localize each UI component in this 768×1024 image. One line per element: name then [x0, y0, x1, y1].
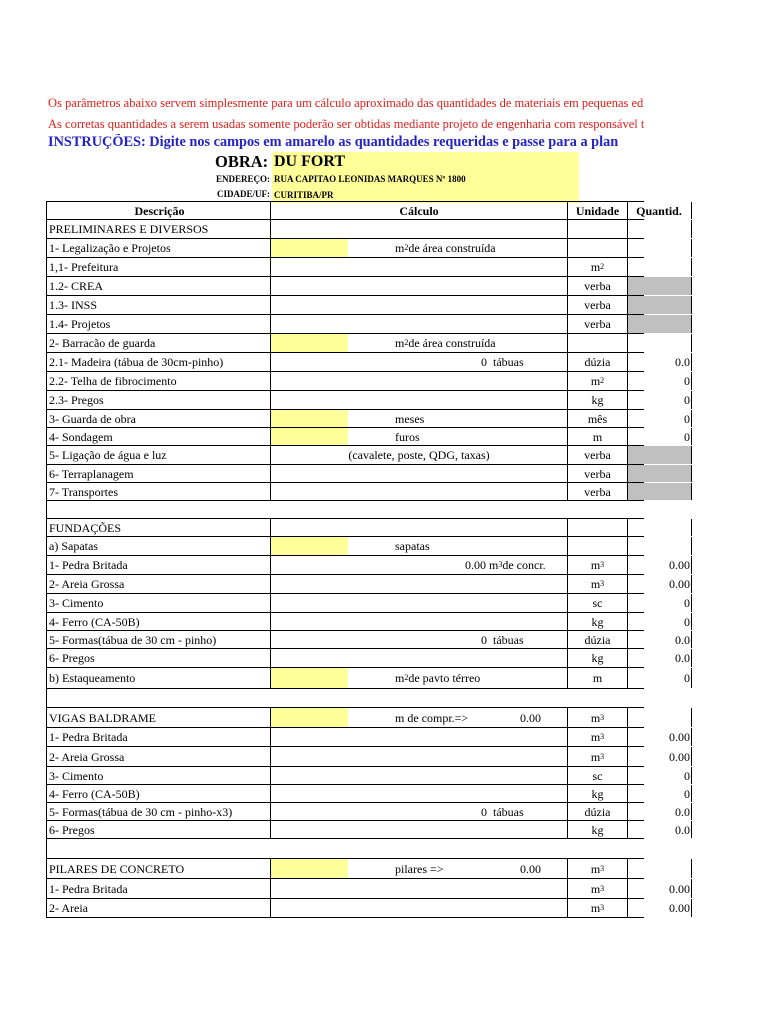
header-calculo: Cálculo	[270, 202, 567, 219]
row-quantity: 0	[627, 594, 692, 612]
row-description: 7- Transportes	[46, 483, 270, 500]
estaqueamento-input[interactable]	[271, 668, 348, 688]
table-row	[46, 518, 644, 536]
table-row: b) Estaqueamento m 2 de pavto térreo m 0	[46, 667, 644, 689]
qty-cell-gray	[627, 277, 692, 295]
qty-cell-gray	[627, 315, 692, 333]
row-unit: m 2	[567, 258, 627, 276]
row-description: 2- Areia Grossa	[46, 747, 270, 766]
row-description: 1- Pedra Britada	[46, 728, 270, 746]
table-row	[46, 593, 690, 612]
table-row: 1- Legalização e Projetos m 2 de área construída	[46, 238, 644, 257]
row-unit: m 3	[567, 575, 627, 593]
row-quantity: 0	[627, 372, 692, 390]
row-description: 4- Sondagem	[46, 428, 270, 445]
table-row: 2- Barracão de guarda m 2 de área construída	[46, 333, 644, 352]
row-calc: (cavalete, poste, QDG, taxas)	[270, 446, 567, 464]
row-unit: verba	[567, 277, 627, 295]
table-row	[46, 257, 644, 276]
row-quantity: 0	[627, 668, 692, 688]
table-row: 4- Sondagem furos m 0	[46, 427, 644, 445]
row-description: PRELIMINARES E DIVERSOS	[46, 220, 270, 238]
qty-cell-gray	[627, 296, 692, 314]
row-unit: kg	[567, 649, 627, 667]
row-description: 5- Formas(tábua de 30 cm - pinho)	[46, 631, 270, 648]
table-row	[46, 314, 644, 333]
table-row	[46, 727, 690, 746]
table-row: 2.1- Madeira (tábua de 30cm-pinho) 0 tábuas dúzia 0.0	[46, 352, 644, 371]
sapatas-input[interactable]	[271, 537, 348, 555]
row-unit: kg	[567, 821, 627, 838]
cidade-label: CIDADE/UF:	[217, 189, 270, 199]
row-quantity: 0.00	[627, 575, 692, 593]
area-input[interactable]	[271, 239, 348, 257]
endereco-label: ENDEREÇO:	[215, 174, 270, 184]
table-row	[46, 612, 690, 630]
table-row: VIGAS BALDRAME m de compr.=> 0.00 m 3	[46, 707, 644, 727]
row-description: 2- Barracão de guarda	[46, 334, 270, 352]
row-unit: m 3	[567, 879, 627, 898]
row-quantity: 0	[627, 428, 692, 445]
header-unidade: Unidade	[567, 202, 627, 219]
table-row	[46, 295, 644, 314]
row-unit: m	[567, 668, 627, 688]
header-descricao: Descrição	[46, 202, 270, 219]
notice-line-2: As corretas quantidades a serem usadas somente poderão ser obtidas mediante projeto de engenharia com responsável t	[48, 117, 644, 131]
row-description: 6- Terraplanagem	[46, 465, 270, 482]
row-unit: m 3	[567, 747, 627, 766]
instructions-text: INSTRUÇÕES: Digite nos campos em amarelo as quantidades requeridas e passe para a plan	[48, 134, 619, 150]
row-quantity: 0.00	[627, 899, 692, 917]
meses-input[interactable]	[271, 410, 348, 427]
table-row: 5- Formas(tábua de 30 cm - pinho-x3) 0 tábuas dúzia 0.0	[46, 802, 644, 820]
table-row: 1- Pedra Britada 0.00 m 3 de concr. m 3 0.00	[46, 555, 644, 574]
row-description: 5- Formas(tábua de 30 cm - pinho-x3)	[46, 803, 270, 820]
table-row	[46, 878, 690, 898]
row-unit: m 2	[567, 372, 627, 390]
row-description: 5- Ligação de água e luz	[46, 446, 270, 464]
qty-cell-gray	[627, 465, 692, 482]
row-unit: kg	[567, 785, 627, 802]
table-row: 5- Formas(tábua de 30 cm - pinho) 0 tábuas dúzia 0.0	[46, 630, 644, 648]
row-description: 2.2- Telha de fibrocimento	[46, 372, 270, 390]
row-description: 3- Guarda de obra	[46, 410, 270, 427]
row-quantity: 0	[627, 767, 692, 784]
table-row: PILARES DE CONCRETO pilares => 0.00 m 3	[46, 858, 644, 878]
notice-line-1: Os parâmetros abaixo servem simplesmente para um cálculo aproximado das quantidades de materiais em pequenas ed	[48, 96, 644, 110]
row-description: 2- Areia	[46, 899, 270, 917]
row-unit: dúzia	[567, 353, 627, 371]
row-description: 1.3- INSS	[46, 296, 270, 314]
row-description: 1.4- Projetos	[46, 315, 270, 333]
row-description: 1.2- CREA	[46, 277, 270, 295]
row-description: a) Sapatas	[46, 537, 270, 555]
table-row	[46, 820, 690, 839]
row-description: 6- Pregos	[46, 649, 270, 667]
row-unit: m	[567, 428, 627, 445]
row-unit: sc	[567, 594, 627, 612]
row-unit: verba	[567, 465, 627, 482]
row-description: 2.1- Madeira (tábua de 30cm-pinho)	[46, 353, 270, 371]
qty-cell-gray	[627, 483, 692, 500]
row-description: PILARES DE CONCRETO	[46, 859, 270, 878]
table-row	[46, 390, 690, 409]
row-unit: m 3	[567, 708, 627, 727]
row-description: 6- Pregos	[46, 821, 270, 838]
vigas-length-input[interactable]	[271, 708, 348, 727]
row-quantity: 0.0	[627, 631, 692, 648]
table-row	[46, 746, 690, 766]
cidade-input[interactable]: CURITIBA/PR	[272, 187, 579, 203]
row-quantity: 0.0	[627, 803, 692, 820]
table-header	[46, 201, 682, 219]
row-unit: verba	[567, 446, 627, 464]
table-row	[46, 766, 690, 784]
row-quantity: 0	[627, 410, 692, 427]
row-quantity: 0.0	[627, 353, 692, 371]
row-description: 3- Cimento	[46, 594, 270, 612]
table-row	[46, 445, 644, 464]
row-unit: sc	[567, 767, 627, 784]
row-unit: dúzia	[567, 803, 627, 820]
row-quantity: 0	[627, 785, 692, 802]
obra-input[interactable]: DU FORT	[272, 152, 579, 171]
table-row: a) Sapatas sapatas	[46, 536, 644, 555]
table-row	[46, 276, 644, 295]
row-quantity: 0.00	[627, 879, 692, 898]
row-quantity: 0	[627, 613, 692, 630]
row-description: 1- Pedra Britada	[46, 879, 270, 898]
row-description: FUNDAÇÕES	[46, 519, 270, 536]
row-quantity: 0.0	[627, 821, 692, 838]
endereco-input[interactable]: RUA CAPITAO LEONIDAS MARQUES Nº 1800	[272, 171, 579, 187]
row-unit: m 3	[567, 859, 627, 878]
row-quantity: 0	[627, 391, 692, 409]
row-unit: verba	[567, 315, 627, 333]
table-row	[46, 219, 644, 238]
header-quantidade: Quantid.	[627, 202, 692, 219]
row-quantity: 0.00	[627, 728, 692, 746]
row-description: 1,1- Prefeitura	[46, 258, 270, 276]
row-description: 4- Ferro (CA-50B)	[46, 613, 270, 630]
row-description: 3- Cimento	[46, 767, 270, 784]
table-row	[46, 574, 690, 593]
table-row	[46, 648, 690, 667]
table-row	[46, 371, 690, 390]
row-unit: m 3	[567, 899, 627, 917]
pilares-input[interactable]	[271, 859, 348, 878]
row-quantity: 0.00	[627, 556, 692, 574]
table-row	[46, 898, 690, 918]
row-quantity: 0.00	[627, 747, 692, 766]
obra-label: OBRA:	[215, 152, 269, 171]
row-description: 2.3- Pregos	[46, 391, 270, 409]
table-row: 3- Guarda de obra meses mês 0	[46, 409, 644, 427]
row-description: 4- Ferro (CA-50B)	[46, 785, 270, 802]
row-unit: verba	[567, 296, 627, 314]
row-description: 2- Areia Grossa	[46, 575, 270, 593]
row-unit: verba	[567, 483, 627, 500]
row-description: 1- Legalização e Projetos	[46, 239, 270, 257]
row-unit: dúzia	[567, 631, 627, 648]
qty-cell-gray	[627, 446, 692, 464]
row-description: b) Estaqueamento	[46, 668, 270, 688]
row-quantity: 0.0	[627, 649, 692, 667]
row-unit: kg	[567, 391, 627, 409]
row-unit: m 3	[567, 556, 627, 574]
row-unit: mês	[567, 410, 627, 427]
table-row	[46, 482, 644, 501]
area-input[interactable]	[271, 334, 348, 352]
row-unit: m 3	[567, 728, 627, 746]
row-description: 1- Pedra Britada	[46, 556, 270, 574]
table-row	[46, 784, 690, 802]
furos-input[interactable]	[271, 428, 348, 445]
table-row	[46, 464, 644, 482]
row-unit: kg	[567, 613, 627, 630]
row-description: VIGAS BALDRAME	[46, 708, 270, 727]
